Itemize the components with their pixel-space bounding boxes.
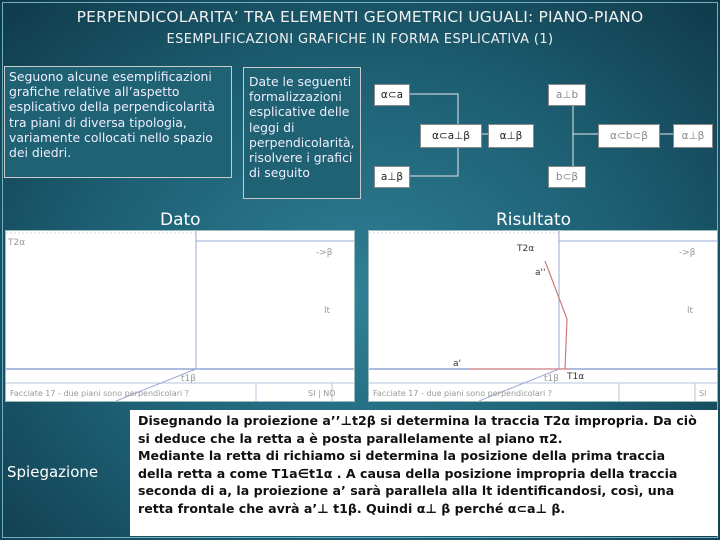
dato-label-t1b: t1β (181, 374, 196, 384)
label-dato: Dato (160, 210, 201, 230)
node-b-in-beta: b⊂β (548, 166, 586, 188)
risultato-label-t1a: T1α (567, 372, 585, 382)
dato-footer-right: SI | NO (308, 389, 336, 398)
explanation-line-2: si deduce che la retta a è posta parallelamente al piano π2. (138, 430, 563, 446)
slide-subtitle: ESEMPLIFICAZIONI GRAFICHE IN FORMA ESPLICATIVA (1) (166, 32, 554, 47)
risultato-label-beta: ->β (679, 248, 696, 258)
node-alpha-perp-beta-2: α⊥β (673, 124, 713, 148)
panel-dato (5, 230, 355, 402)
explanation-line-4: della retta a come T1a∈t1α . A causa della posizione impropria della traccia (138, 465, 678, 481)
node-a-perp-beta: a⊥β (374, 166, 410, 188)
risultato-label-a2: a'' (535, 268, 546, 278)
explanation-line-3: Mediante la retta di richiamo si determina la posizione della prima traccia (138, 448, 666, 464)
explanation-line-1: Disegnando la proiezione a’’⊥t2β si determina la traccia T2α impropria. Da ciò (138, 413, 697, 428)
risultato-footer-right: SI (699, 389, 707, 398)
explanation-box (130, 410, 718, 536)
slide-title: PERPENDICOLARITA’ TRA ELEMENTI GEOMETRICI UGUALI: PIANO-PIANO (76, 8, 644, 26)
dato-drawing (6, 231, 354, 401)
label-risultato: Risultato (496, 210, 572, 230)
label-spiegazione: Spiegazione (7, 463, 99, 481)
node-alpha-perp-beta: α⊥β (488, 124, 534, 148)
risultato-label-lt: lt (687, 306, 694, 316)
dato-label-lt: lt (324, 306, 331, 316)
dato-label-beta: ->β (316, 248, 333, 258)
logic-diagram (368, 66, 716, 198)
risultato-footer: Facciate 17 - due piani sono perpendicolari ? (373, 389, 553, 398)
node-alpha-contains-a: α⊂a (374, 84, 410, 106)
risultato-label-t1b: t1β (544, 374, 559, 384)
explanation-line-6: retta frontale che avrà a’⊥ t1β. Quindi α⊥ β perché α⊂a⊥ β. (138, 500, 566, 516)
date-text: Date le seguenti formalizzazioni esplicative delle leggi di perpendicolarità, risolvere i grafici di seguito (243, 67, 361, 199)
intro-text: Seguono alcune esemplificazioni grafiche relative all’aspetto esplicativo della perpendicolarità tra piani di diversa tipologia, variamente collocati nello spazio dei diedri. (4, 66, 232, 178)
risultato-drawing (369, 231, 717, 401)
node-a-perp-b: a⊥b (548, 84, 586, 106)
dato-label-t2a: T2α (8, 238, 26, 248)
node-alpha-contains-a-perp-beta: α⊂a⊥β (420, 124, 482, 148)
risultato-label-a1: a' (453, 359, 461, 369)
explanation-line-5: seconda di a, la proiezione a’ sarà parallela alla lt identificandosi, così, una (138, 483, 675, 499)
dato-footer: Facciate 17 - due piani sono perpendicolari ? (10, 389, 190, 398)
risultato-label-t2a: T2α (517, 244, 535, 254)
node-alpha-b-beta: α⊂b⊂β (598, 124, 660, 148)
panel-risultato (368, 230, 718, 402)
